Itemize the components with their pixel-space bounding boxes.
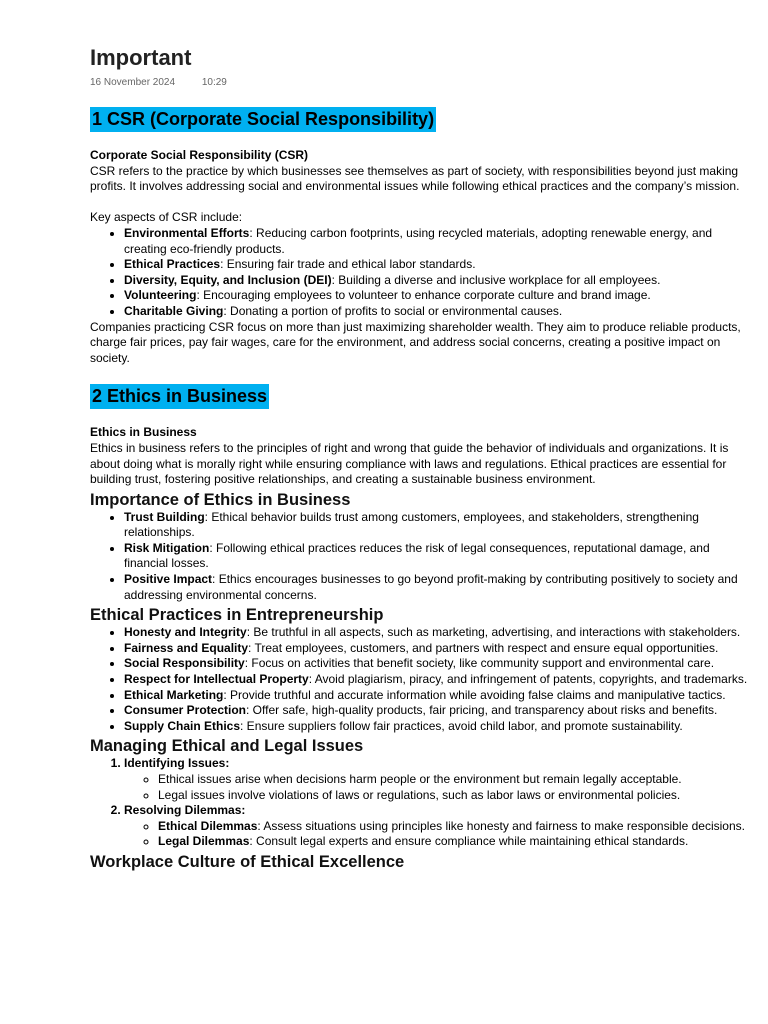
list-item-text: : Consult legal experts and ensure compliance while maintaining ethical standards. [249,834,689,849]
csr-aspects-list [90,226,750,320]
list-item-text: : Reducing carbon footprints, using recycled materials, adopting renewable energy, and creating eco-friendly products. [124,225,713,256]
list-item [124,288,750,304]
csr-subheading: Corporate Social Responsibility (CSR) [90,148,309,162]
section-ethics [90,384,768,409]
page-date: 16 November 2024 [90,77,176,88]
list-item-text: : Ensure suppliers follow fair practices, avoid child labor, and promote sustainability. [240,718,683,733]
page-meta [90,77,768,91]
practices-list [90,625,750,734]
list-item [158,834,750,850]
list-item [124,656,750,672]
resolving-sublist [124,819,750,850]
list-item-term: Fairness and Equality [124,640,249,655]
list-item-text: Legal issues involve violations of laws or regulations, such as labor laws or environmental policies. [158,787,681,802]
list-item [158,819,750,835]
managing-item-identifying [124,756,750,803]
list-item [124,510,750,541]
list-item-text: : Ethics encourages businesses to go beyond profit-making by contributing positively to society and addressing environmental concerns. [124,572,738,602]
list-item-text: : Treat employees, customers, and partners with respect and ensure equal opportunities. [248,640,719,655]
importance-heading: Importance of Ethics in Business [90,490,351,509]
list-item [124,672,750,688]
list-item-term: Risk Mitigation [124,540,210,555]
practices-heading: Ethical Practices in Entrepreneurship [90,606,384,625]
list-item [124,688,750,704]
list-item-text: : Offer safe, high-quality products, fair pricing, and transparency about risks and benefits. [246,703,718,718]
managing-label: Identifying Issues: [124,756,230,771]
importance-list [90,510,750,604]
list-item [124,304,750,320]
list-item-term: Consumer Protection [124,703,247,718]
list-item [124,273,750,289]
list-item-text: : Avoid plagiarism, piracy, and infringement of patents, copyrights, and trademarks. [308,672,748,687]
culture-heading: Workplace Culture of Ethical Excellence [90,852,405,871]
list-item-text: : Ensuring fair trade and ethical labor standards. [220,257,476,272]
csr-closing: Companies practicing CSR focus on more than just maximizing shareholder wealth. They aim to produce reliable products, charge fair prices, pay fair wages, care for the environment, and address social concerns, creating a positive impact on society. [90,319,741,365]
list-item [158,772,750,788]
section-csr [90,107,768,132]
list-item-term: Ethical Practices [124,257,221,272]
list-item-text: : Assess situations using principles like honesty and fairness to make responsible decisions. [257,818,745,833]
section-heading-ethics: 2 Ethics in Business [90,384,269,409]
list-item [124,541,750,572]
list-item [124,226,750,257]
identifying-sublist [124,772,750,803]
list-item [124,641,750,657]
managing-heading: Managing Ethical and Legal Issues [90,737,364,756]
managing-label: Resolving Dilemmas: [124,803,246,818]
list-item [124,625,750,641]
list-item-term: Positive Impact [124,572,213,587]
list-item-term: Diversity, Equity, and Inclusion (DEI) [124,272,332,287]
list-item-term: Honesty and Integrity [124,625,247,640]
list-item [124,719,750,735]
list-item-term: Environmental Efforts [124,225,250,240]
list-item-text: Ethical issues arise when decisions harm people or the environment but remain legally acceptable. [158,772,682,786]
list-item-term: Charitable Giving [124,303,224,318]
list-item-text: : Following ethical practices reduces the risk of legal consequences, reputational damage, and financial losses. [124,540,710,571]
page-title: Important [90,45,192,70]
list-item-text: : Building a diverse and inclusive workplace for all employees. [331,272,661,287]
list-item-term: Legal Dilemmas [158,834,250,849]
list-item-term: Ethical Marketing [124,687,224,702]
list-item [124,257,750,273]
list-item [124,572,750,603]
list-item-term: Trust Building [124,509,205,524]
section-heading-csr: 1 CSR (Corporate Social Responsibility) [90,107,436,132]
list-item-text: : Encouraging employees to volunteer to enhance corporate culture and brand image. [196,288,651,303]
list-item-term: Supply Chain Ethics [124,718,241,733]
list-item-text: : Provide truthful and accurate information while avoiding false claims and manipulative tactics. [223,687,726,702]
csr-intro: CSR refers to the practice by which businesses see themselves as part of society, with responsibilities beyond just making profits. It involves addressing social and environmental issues while following ethical practices and the company’s mission. [90,163,740,194]
csr-aspects-label: Key aspects of CSR include: [90,210,243,225]
list-item-text: : Focus on activities that benefit society, like community support and environmental care. [244,656,715,671]
list-item [158,788,750,804]
list-item-text: : Donating a portion of profits to social or environmental causes. [223,303,563,318]
list-item-text: : Be truthful in all aspects, such as marketing, advertising, and interactions with stakeholders. [246,625,741,640]
list-item-term: Ethical Dilemmas [158,818,258,833]
list-item-term: Social Responsibility [124,656,245,671]
list-item-term: Volunteering [124,288,197,303]
list-item-term: Respect for Intellectual Property [124,672,309,687]
list-item [124,703,750,719]
ethics-subheading: Ethics in Business [90,425,197,440]
list-item-text: : Ethical behavior builds trust among customers, employees, and stakeholders, strengthening relationships. [124,509,699,540]
ethics-intro: Ethics in business refers to the principles of right and wrong that guide the behavior of individuals and organizations. It is about doing what is morally right while ensuring compliance with laws and regulations. Ethical practices are essential for building trust, fostering positive relationships, and creating a sustainable business environment. [90,440,729,487]
managing-item-resolving [124,803,750,850]
managing-list [90,756,750,850]
page-time: 10:29 [201,77,227,88]
